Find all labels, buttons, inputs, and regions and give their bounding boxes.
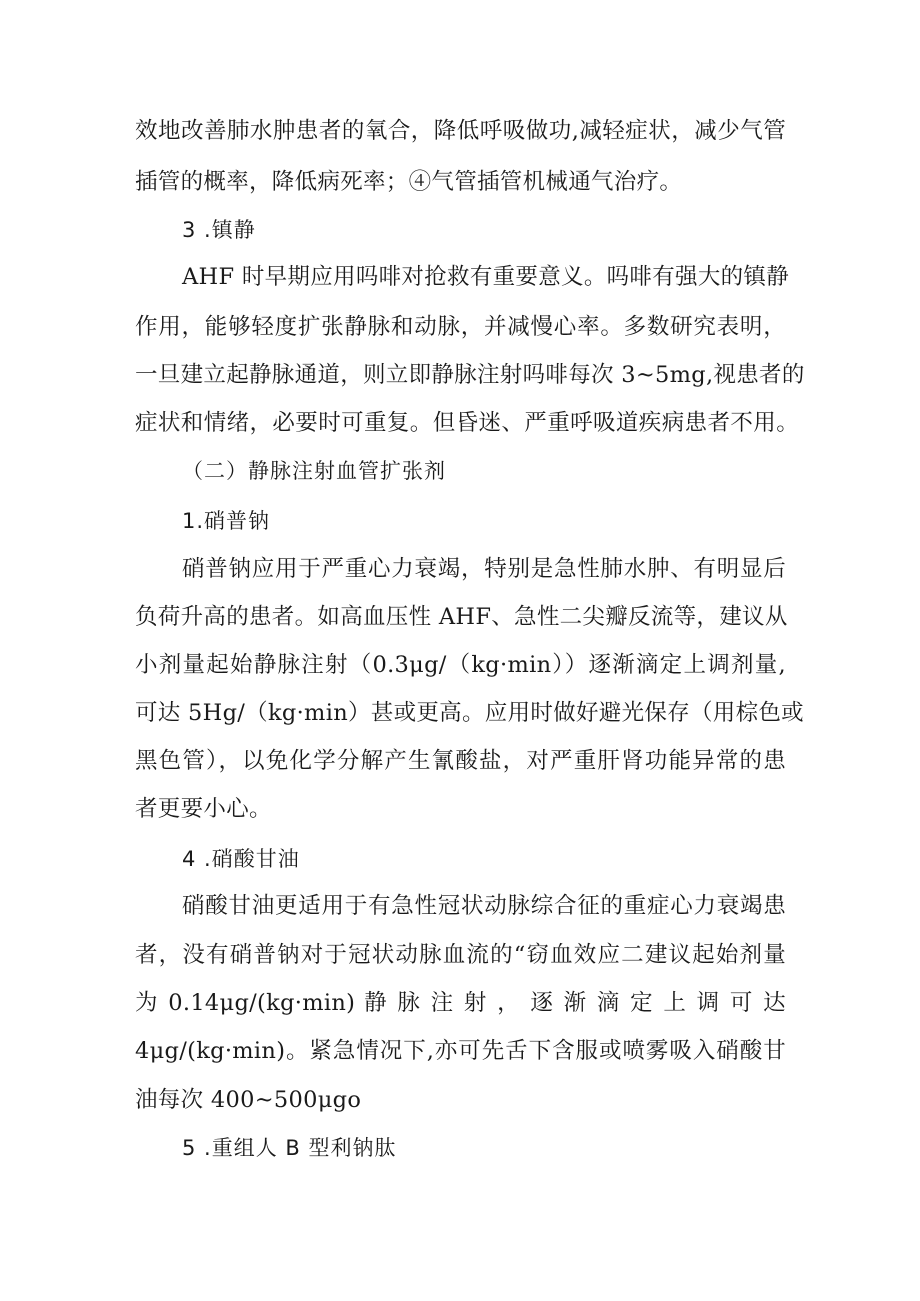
body-text-line: 插管的概率，降低病死率；④气管插管机械通气治疗。 (135, 169, 683, 195)
body-text-line: 症状和情绪，必要时可重复。但昏迷、严重呼吸道疾病患者不用。 (135, 410, 799, 436)
section-heading: 3 .镇静 (182, 218, 256, 242)
body-text-line: 负荷升高的患者。如高血压性 AHF、急性二尖瓣反流等，建议从 (135, 604, 788, 630)
body-text-line: 效地改善肺水肿患者的氧合，降低呼吸做功,减轻症状，减少气管 (135, 118, 786, 144)
body-text-line: 油每次 400~500μgo (135, 1087, 362, 1113)
body-text-line: 一旦建立起静脉通道，则立即静脉注射吗啡每次 3~5mg,视患者的 (135, 362, 805, 388)
body-text-line: 4μg/(kg·min)。紧急情况下,亦可先舌下含服或喷雾吸入硝酸甘 (135, 1038, 786, 1064)
section-heading: 4 .硝酸甘油 (182, 847, 300, 871)
body-text-line: 黑色管），以免化学分解产生氰酸盐，对严重肝肾功能异常的患 (135, 748, 786, 774)
body-text-line: 作用，能够轻度扩张静脉和动脉，并减慢心率。多数研究表明， (135, 314, 786, 340)
section-heading: 5 .重组人 B 型利钠肽 (182, 1136, 397, 1160)
section-heading: 1.硝普钠 (182, 509, 271, 533)
body-text-line: 硝酸甘油更适用于有急性冠状动脉综合征的重症心力衰竭患 (182, 893, 786, 919)
body-text-line: 者更要小心。 (135, 796, 272, 822)
body-text-line: 可达 5Hg/（kg·min）甚或更高。应用时做好避光保存（用棕色或 (135, 700, 804, 726)
body-text-line: 小剂量起始静脉注射（0.3μg/（kg·min））逐渐滴定上调剂量, (135, 652, 786, 678)
body-text-line: AHF 时早期应用吗啡对抢救有重要意义。吗啡有强大的镇静 (182, 264, 790, 290)
section-heading: （二）静脉注射血管扩张剂 (182, 459, 446, 483)
body-text-line: 硝普钠应用于严重心力衰竭，特别是急性肺水肿、有明显后 (182, 556, 786, 582)
body-text-line: 为 0.14μg/(kg·min) 静 脉 注 射 ， 逐 渐 滴 定 上 调 可 达 (135, 990, 786, 1016)
body-text-line: 者，没有硝普钠对于冠状动脉血流的“窃血效应二建议起始剂量 (135, 942, 786, 968)
